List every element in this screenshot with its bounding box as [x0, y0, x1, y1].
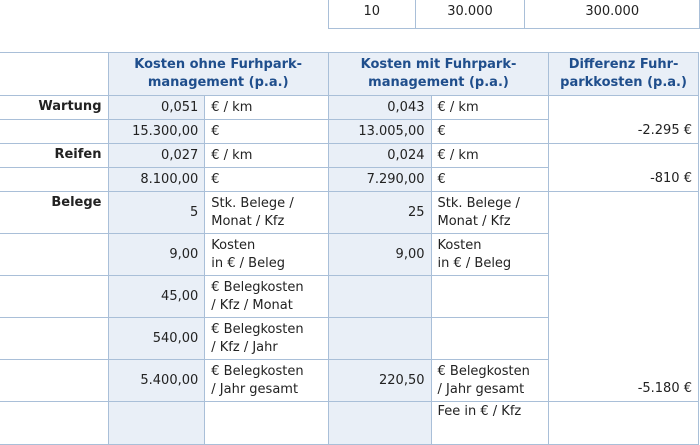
row-label-empty: [0, 234, 108, 276]
cell-value: 13.005,00: [328, 120, 431, 144]
table-row: [0, 96, 699, 120]
cell-value: 45,00: [108, 276, 205, 318]
diff-reifen: -810 €: [549, 144, 699, 192]
cell-unit: € / km: [205, 96, 329, 120]
cell-value: 9,00: [328, 234, 431, 276]
cell-unit: Kosten in € / Beleg: [205, 234, 329, 276]
cell-unit: [205, 402, 329, 445]
cell-unit: € Belegkosten / Jahr gesamt: [205, 360, 329, 402]
cell-value: 5.400,00: [108, 360, 205, 402]
cell-unit: € / km: [431, 144, 549, 168]
row-label-empty: [0, 318, 108, 360]
top-cell-3: 300.000: [525, 0, 700, 29]
table-row: [0, 402, 699, 445]
row-label-empty: [0, 360, 108, 402]
row-label-empty: [0, 402, 108, 445]
cell-unit: Kosten in € / Beleg: [431, 234, 549, 276]
table-row: [0, 192, 699, 234]
cell-unit: [431, 276, 549, 318]
header-ohne: Kosten ohne Furhpark- management (p.a.): [108, 53, 328, 96]
row-label-wartung: Wartung: [0, 96, 108, 120]
cell-value: 0,024: [328, 144, 431, 168]
row-label-reifen: Reifen: [0, 144, 108, 168]
cell-unit: € Belegkosten / Kfz / Jahr: [205, 318, 329, 360]
cell-value: 0,027: [108, 144, 205, 168]
cell-value: 0,051: [108, 96, 205, 120]
row-label-belege: Belege: [0, 192, 108, 234]
summary-top-table: [328, 0, 700, 29]
header-mit: Kosten mit Fuhrpark- management (p.a.): [328, 53, 548, 96]
cell-value: 8.100,00: [108, 168, 205, 192]
header-diff: Differenz Fuhr- parkkosten (p.a.): [549, 53, 699, 96]
cell-value: [328, 318, 431, 360]
cell-value: [328, 402, 431, 445]
cell-unit: € Belegkosten / Jahr gesamt: [431, 360, 549, 402]
cell-unit: €: [431, 120, 549, 144]
header-empty: [0, 53, 108, 96]
cell-unit: € / km: [205, 144, 329, 168]
cell-unit: € Belegkosten / Kfz / Monat: [205, 276, 329, 318]
cost-comparison-table: [0, 52, 699, 445]
cell-value: [328, 276, 431, 318]
cell-value: 220,50: [328, 360, 431, 402]
cell-value: 5: [108, 192, 205, 234]
cell-value: 9,00: [108, 234, 205, 276]
top-cell-2: 30.000: [415, 0, 525, 29]
row-label-empty: [0, 120, 108, 144]
cell-value: 0,043: [328, 96, 431, 120]
cell-unit: €: [205, 120, 329, 144]
top-cell-1: 10: [329, 0, 416, 29]
diff-wartung: -2.295 €: [549, 96, 699, 144]
diff-empty: [549, 402, 699, 445]
header-row: [0, 53, 699, 96]
cell-unit: €: [205, 168, 329, 192]
cell-unit: € / km: [431, 96, 549, 120]
cell-unit: Stk. Belege / Monat / Kfz: [431, 192, 549, 234]
cell-unit: [431, 318, 549, 360]
cell-value: 25: [328, 192, 431, 234]
cell-unit: Stk. Belege / Monat / Kfz: [205, 192, 329, 234]
row-label-empty: [0, 168, 108, 192]
cell-value: 15.300,00: [108, 120, 205, 144]
cell-value: 7.290,00: [328, 168, 431, 192]
table-row: [0, 144, 699, 168]
cell-value: [108, 402, 205, 445]
diff-belege: -5.180 €: [549, 192, 699, 402]
cell-value: 540,00: [108, 318, 205, 360]
cell-unit: €: [431, 168, 549, 192]
row-label-empty: [0, 276, 108, 318]
cell-unit: Fee in € / Kfz: [431, 402, 549, 445]
